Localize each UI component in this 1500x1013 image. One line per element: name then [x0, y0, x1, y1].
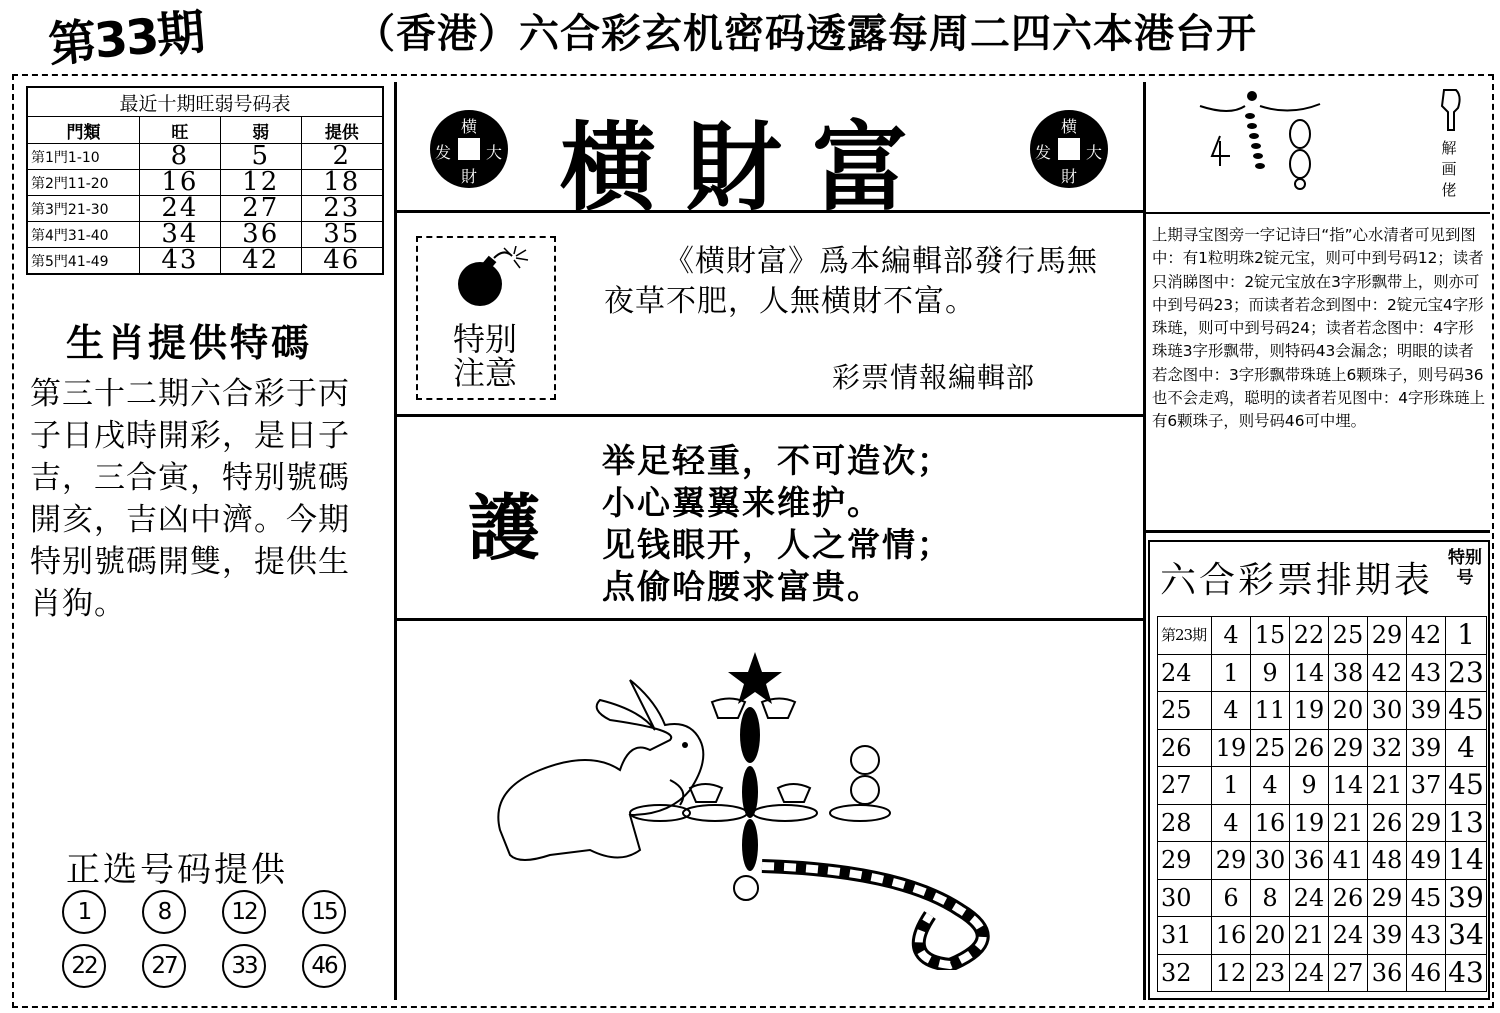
weak-value: 42 — [220, 248, 301, 275]
divider-clue — [1145, 530, 1490, 533]
divider-left — [394, 82, 397, 1000]
draw-number: 39 — [1407, 729, 1446, 767]
draw-number: 1 — [1212, 767, 1251, 805]
row-label: 第2門11-20 — [27, 170, 140, 196]
pick-number: 33 — [222, 944, 266, 988]
special-number: 13 — [1446, 804, 1487, 842]
offer-value: 35 — [301, 222, 383, 248]
draw-number: 21 — [1368, 767, 1407, 805]
schedule-row — [1158, 617, 1487, 655]
draw-number: 24 — [1290, 954, 1329, 992]
poem-line: 小心翼翼来维护。 — [602, 483, 882, 522]
poem-line: 见钱眼开，人之常情； — [602, 525, 952, 564]
poem-keyword: 護 — [468, 486, 541, 570]
row-label: 第3門21-30 — [27, 196, 140, 222]
strong-value: 8 — [140, 144, 221, 170]
offer-value: 18 — [301, 170, 383, 196]
draw-number: 26 — [1329, 879, 1368, 917]
table-row — [27, 144, 383, 170]
draw-number: 25 — [1329, 617, 1368, 655]
schedule-row — [1158, 804, 1487, 842]
special-number: 14 — [1446, 842, 1487, 880]
strong-value: 34 — [140, 222, 221, 248]
notice-label-line: 特别 — [452, 320, 517, 358]
draw-number: 27 — [1329, 954, 1368, 992]
coin-char: 大 — [1086, 143, 1103, 162]
schedule-table — [1157, 616, 1487, 992]
draw-number: 29 — [1368, 617, 1407, 655]
period-cell: 27 — [1158, 767, 1212, 805]
draw-number: 48 — [1368, 842, 1407, 880]
draw-number: 32 — [1368, 729, 1407, 767]
draw-number: 39 — [1407, 692, 1446, 730]
schedule-row — [1158, 842, 1487, 880]
special-number: 45 — [1446, 767, 1487, 805]
special-number: 43 — [1446, 954, 1487, 992]
special-number: 45 — [1446, 692, 1487, 730]
draw-number: 38 — [1329, 654, 1368, 692]
zodiac-text: 第三十二期六合彩于丙子日戌時開彩，是日子吉，三合寅，特别號碼開亥，吉凶中濟。今期特别號碼開雙，提供生肖狗。 — [30, 376, 350, 622]
draw-number: 25 — [1251, 729, 1290, 767]
period-cell: 24 — [1158, 654, 1212, 692]
draw-number: 29 — [1368, 879, 1407, 917]
draw-number: 26 — [1290, 729, 1329, 767]
period-cell: 31 — [1158, 917, 1212, 955]
draw-number: 4 — [1212, 804, 1251, 842]
row-label: 第5門41-49 — [27, 248, 140, 275]
pick-number: 22 — [62, 944, 106, 988]
row-label: 第4門31-40 — [27, 222, 140, 248]
draw-number: 19 — [1212, 729, 1251, 767]
draw-number: 49 — [1407, 842, 1446, 880]
poem-line: 点偷哈腰求富贵。 — [602, 567, 882, 606]
draw-number: 16 — [1212, 917, 1251, 955]
col-header: 門類 — [27, 117, 140, 144]
strong-value: 16 — [140, 170, 221, 196]
divider-right — [1143, 82, 1146, 1000]
draw-number: 29 — [1329, 729, 1368, 767]
draw-number: 43 — [1407, 654, 1446, 692]
draw-number: 15 — [1251, 617, 1290, 655]
puzzle-illustration — [1190, 86, 1340, 196]
schedule-title: 六合彩票排期表 — [1160, 560, 1434, 601]
period-cell: 26 — [1158, 729, 1212, 767]
schedule-row — [1158, 954, 1487, 992]
col-header: 旺 — [140, 117, 221, 144]
draw-number: 45 — [1407, 879, 1446, 917]
zodiac-title: 生肖提供特碼 — [66, 321, 313, 365]
draw-number: 30 — [1251, 842, 1290, 880]
draw-number: 41 — [1329, 842, 1368, 880]
draw-number: 42 — [1368, 654, 1407, 692]
table-row — [27, 170, 383, 196]
schedule-row — [1158, 879, 1487, 917]
divider-puzzle — [1145, 212, 1490, 214]
offer-value: 46 — [301, 248, 383, 275]
decode-label: 解画佬 — [1441, 139, 1457, 199]
draw-number: 24 — [1329, 917, 1368, 955]
weak-value: 27 — [220, 196, 301, 222]
offer-value: 23 — [301, 196, 383, 222]
period-cell: 32 — [1158, 954, 1212, 992]
pick-number: 12 — [222, 890, 266, 934]
draw-number: 42 — [1407, 617, 1446, 655]
draw-number: 23 — [1251, 954, 1290, 992]
pick-number: 46 — [302, 944, 346, 988]
special-number: 1 — [1446, 617, 1487, 655]
pick-number: 27 — [142, 944, 186, 988]
draw-number: 21 — [1290, 917, 1329, 955]
draw-number: 20 — [1329, 692, 1368, 730]
clue-text: 上期寻宝图旁一字记诗曰“指”心水清者可见到图中：有1粒明珠2锭元宝，则可中到号码12；读者只消睇图中：2锭元宝放在3字形飘带上，则亦可中到号码23；而读者若念到图中：2锭元宝4字形珠琏，则可中到号码24；读者若念图中：4字形珠琏3字形飘带，则特码43会漏念；明眼的读者若念图中：3字形飘带珠琏上6颗珠子，则号码36也不会走鸡，聪明的读者若见图中：4字形珠琏上有6颗珠子，则号码46可中埋。 — [1152, 226, 1485, 431]
schedule-row — [1158, 654, 1487, 692]
picks-title: 正选号码提供 — [66, 850, 288, 890]
issue-number: 第33期 — [46, 4, 206, 74]
coin-char: 大 — [486, 143, 503, 162]
schedule-row — [1158, 729, 1487, 767]
draw-number: 8 — [1251, 879, 1290, 917]
special-number: 4 — [1446, 729, 1487, 767]
special-number: 23 — [1446, 654, 1487, 692]
notice-body: 《横財富》爲本編輯部發行馬無夜草不肥，人無横財不富。 — [604, 244, 1098, 319]
draw-number: 20 — [1251, 917, 1290, 955]
offer-value: 2 — [301, 144, 383, 170]
period-cell: 25 — [1158, 692, 1212, 730]
schedule-row — [1158, 692, 1487, 730]
notice-signature: 彩票情報編輯部 — [832, 361, 1036, 394]
stats-table — [26, 86, 384, 275]
draw-number: 1 — [1212, 654, 1251, 692]
period-cell: 第23期 — [1158, 617, 1212, 655]
draw-number: 16 — [1251, 804, 1290, 842]
draw-number: 19 — [1290, 804, 1329, 842]
table-row — [27, 222, 383, 248]
draw-number: 29 — [1407, 804, 1446, 842]
coin-icon — [1030, 110, 1108, 188]
draw-number: 26 — [1368, 804, 1407, 842]
brand-title: 横財富 — [560, 111, 938, 224]
weak-value: 36 — [220, 222, 301, 248]
draw-number: 11 — [1251, 692, 1290, 730]
coin-char: 横 — [461, 117, 478, 136]
coin-char: 发 — [1035, 143, 1052, 162]
period-cell: 28 — [1158, 804, 1212, 842]
coin-icon — [430, 110, 508, 188]
pick-number: 8 — [142, 890, 186, 934]
table-row — [27, 248, 383, 275]
period-cell: 29 — [1158, 842, 1212, 880]
draw-number: 46 — [1407, 954, 1446, 992]
draw-number: 4 — [1212, 617, 1251, 655]
draw-number: 4 — [1212, 692, 1251, 730]
table-row — [27, 196, 383, 222]
draw-number: 12 — [1212, 954, 1251, 992]
strong-value: 24 — [140, 196, 221, 222]
coin-char: 財 — [461, 167, 478, 186]
draw-number: 37 — [1407, 767, 1446, 805]
special-header: 特别号 — [1448, 548, 1482, 588]
draw-number: 6 — [1212, 879, 1251, 917]
draw-number: 24 — [1290, 879, 1329, 917]
draw-number: 29 — [1212, 842, 1251, 880]
draw-number: 19 — [1290, 692, 1329, 730]
draw-number: 14 — [1329, 767, 1368, 805]
draw-number: 36 — [1368, 954, 1407, 992]
coin-char: 横 — [1061, 117, 1078, 136]
poem — [602, 440, 952, 608]
notice-label-line: 注意 — [452, 354, 517, 392]
coin-char: 发 — [435, 143, 452, 162]
draw-number: 36 — [1290, 842, 1329, 880]
period-cell: 30 — [1158, 879, 1212, 917]
draw-number: 4 — [1251, 767, 1290, 805]
col-header: 提供 — [301, 117, 383, 144]
divider-poem — [396, 618, 1144, 621]
pointing-hand-icon — [1436, 86, 1466, 134]
schedule-row — [1158, 917, 1487, 955]
stats-caption: 最近十期旺弱号码表 — [27, 87, 383, 117]
schedule-row — [1158, 767, 1487, 805]
draw-number: 43 — [1407, 917, 1446, 955]
row-label: 第1門1-10 — [27, 144, 140, 170]
pick-number: 1 — [62, 890, 106, 934]
col-header: 弱 — [220, 117, 301, 144]
draw-number: 14 — [1290, 654, 1329, 692]
poem-line: 举足轻重，不可造次； — [602, 441, 952, 480]
weak-value: 5 — [220, 144, 301, 170]
special-number: 39 — [1446, 879, 1487, 917]
draw-number: 21 — [1329, 804, 1368, 842]
pick-number: 15 — [302, 890, 346, 934]
bomb-icon — [456, 246, 536, 310]
rabbit-illustration — [480, 640, 1040, 970]
strong-value: 43 — [140, 248, 221, 275]
draw-number: 39 — [1368, 917, 1407, 955]
draw-number: 9 — [1290, 767, 1329, 805]
coin-char: 財 — [1061, 167, 1078, 186]
special-number: 34 — [1446, 917, 1487, 955]
draw-number: 9 — [1251, 654, 1290, 692]
draw-number: 30 — [1368, 692, 1407, 730]
weak-value: 12 — [220, 170, 301, 196]
notice-label — [430, 322, 540, 390]
divider-notice — [396, 414, 1144, 417]
headline: （香港）六合彩玄机密码透露每周二四六本港台开 — [355, 11, 1257, 57]
draw-number: 22 — [1290, 617, 1329, 655]
